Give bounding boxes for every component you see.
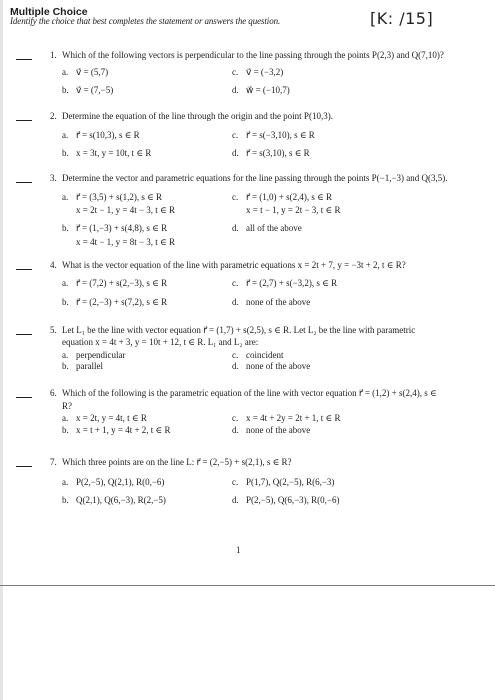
option-c: c. x = 4t + 2y = 2t + 1, t ∈ R <box>232 413 341 423</box>
answer-blank[interactable] <box>16 334 32 335</box>
option-a: a. P(2,−5), Q(2,1), R(0,−6) <box>62 477 165 487</box>
question-text: What is the vector equation of the line with parametric equations x = 2t + 7, y = −3t + 2, t ∈ R? <box>62 260 406 270</box>
question-number: 2. <box>50 111 57 121</box>
question-text-cont: R? <box>62 401 72 411</box>
question-number: 1. <box>50 50 57 60</box>
answer-blank[interactable] <box>16 397 32 398</box>
question-text: Let L₁ be the line with vector equation r⃗ = (1,7) + s(2,5), s ∈ R. Let L₂ be the line with parametric <box>62 325 416 335</box>
option-c: c. r⃗ = s(−3,10), s ∈ R <box>232 130 315 140</box>
option-a: a. r⃗ = s(10,3), s ∈ R <box>62 130 140 140</box>
question-text-cont: equation x = 4t + 3, y = 10t + 12, t ∈ R. L₁ and L₂ are: <box>62 337 259 347</box>
option-a: a. perpendicular <box>62 350 126 360</box>
option-b: b. Q(2,1), Q(6,−3), R(2,−5) <box>62 495 166 505</box>
option-c: c. coincident <box>232 350 284 360</box>
option-c-parametric: x = t − 1, y = 2t − 3, t ∈ R <box>246 205 341 215</box>
question-number: 7. <box>50 457 57 467</box>
answer-blank[interactable] <box>16 466 32 467</box>
option-c: c. r⃗ = (2,7) + s(−3,2), s ∈ R <box>232 278 338 288</box>
option-c: c. r⃗ = (1,0) + s(2,4), s ∈ R <box>232 192 333 202</box>
question-text: Which of the following is the parametric equation of the line with vector equation r⃗ = (1,2) + s(2,4), s ∈ <box>62 388 437 398</box>
answer-blank[interactable] <box>16 182 32 183</box>
option-d: d. P(2,−5), Q(6,−3), R(0,−6) <box>232 495 340 505</box>
answer-blank[interactable] <box>16 120 32 121</box>
option-b: b. parallel <box>62 361 103 371</box>
option-d: d. none of the above <box>232 425 311 435</box>
option-b: b. x = t + 1, y = 4t + 2, t ∈ R <box>62 425 171 435</box>
option-a-parametric: x = 2t − 1, y = 4t − 3, t ∈ R <box>76 205 175 215</box>
question-text: Determine the vector and parametric equations for the line passing through the points P(−1,−3) and Q(3,5). <box>62 173 448 183</box>
option-d: d. none of the above <box>232 297 311 307</box>
option-d: d. all of the above <box>232 223 302 233</box>
knowledge-mark: [K: /15] <box>370 9 434 28</box>
option-d: d. none of the above <box>232 361 311 371</box>
option-a: a. v⃗ = (5,7) <box>62 67 109 77</box>
option-b: b. r⃗ = (1,−3) + s(4,8), s ∈ R <box>62 223 168 233</box>
question-text: Which three points are on the line L: r⃗ = (2,−5) + s(2,1), s ∈ R? <box>62 457 292 467</box>
question-number: 4. <box>50 260 57 270</box>
option-b: b. r⃗ = (2,−3) + s(7,2), s ∈ R <box>62 297 168 307</box>
question-number: 6. <box>50 388 57 398</box>
option-b-parametric: x = 4t − 1, y = 8t − 3, t ∈ R <box>76 237 175 247</box>
scan-edge <box>0 0 3 700</box>
question-text: Which of the following vectors is perpendicular to the line passing through the points P(2,3) and Q(7,10)? <box>62 50 444 60</box>
option-b: b. x = 3t, y = 10t, t ∈ R <box>62 148 152 158</box>
option-a: a. x = 2t, y = 4t, t ∈ R <box>62 413 147 423</box>
option-a: a. r⃗ = (3,5) + s(1,2), s ∈ R <box>62 192 163 202</box>
option-b: b. v⃗ = (7,−5) <box>62 85 114 95</box>
option-d: d. w⃗ = (−10,7) <box>232 85 290 95</box>
option-c: c. P(1,7), Q(2,−5), R(6,−3) <box>232 477 335 487</box>
bottom-rule <box>0 585 495 586</box>
question-text: Determine the equation of the line through the origin and the point P(10,3). <box>62 111 333 121</box>
section-title: Multiple Choice <box>10 6 88 18</box>
question-number: 3. <box>50 173 57 183</box>
answer-blank[interactable] <box>16 59 32 60</box>
instructions: Identify the choice that best completes the statement or answers the question. <box>10 16 281 26</box>
option-a: a. r⃗ = (7,2) + s(2,−3), s ∈ R <box>62 278 168 288</box>
option-d: d. r⃗ = s(3,10), s ∈ R <box>232 148 310 158</box>
page-number: 1 <box>236 545 241 555</box>
option-c: c. v⃗ = (−3,2) <box>232 67 284 77</box>
answer-blank[interactable] <box>16 269 32 270</box>
question-number: 5. <box>50 325 57 335</box>
